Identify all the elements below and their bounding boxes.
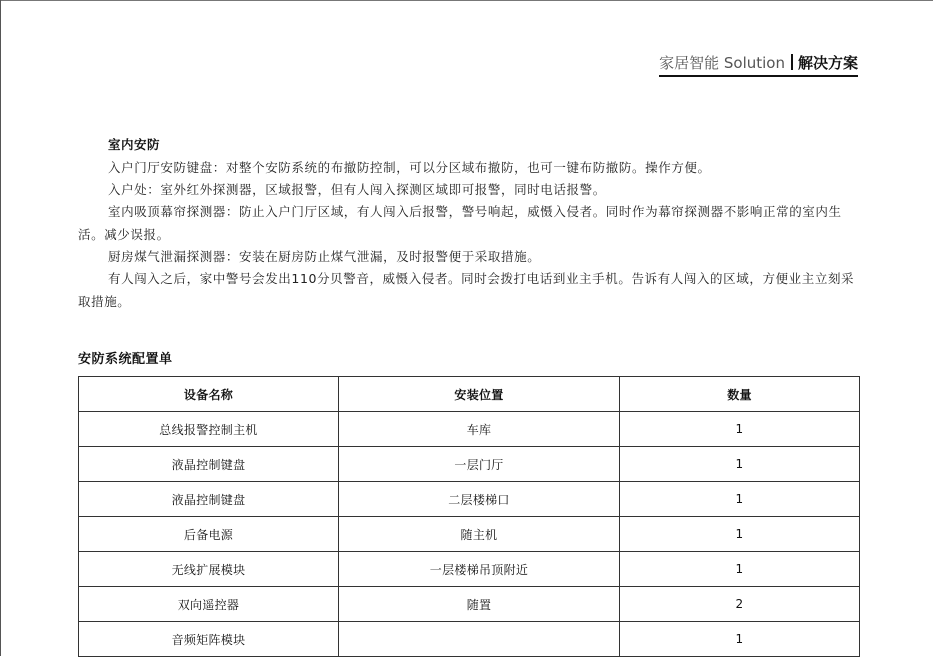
cell-quantity: 1 [620, 447, 860, 482]
table-header-row [79, 377, 860, 412]
cell-location: 一层门厅 [339, 447, 620, 482]
header-brand: 家居智能 [659, 54, 720, 72]
cell-quantity: 1 [620, 622, 860, 657]
page-border-top [0, 0, 933, 1]
column-header-location: 安装位置 [339, 377, 620, 412]
table-row [79, 587, 860, 622]
paragraph-gas-detector: 厨房煤气泄漏探测器：安装在厨房防止煤气泄漏，及时报警便于采取措施。 [108, 249, 541, 264]
cell-device: 液晶控制键盘 [79, 482, 339, 517]
paragraph-intrusion-alarm: 有人闯入之后，家中警号会发出110分贝警音，威慑入侵者。同时会拨打电话到业主手机。告诉有人闯入的区域，方便业主立刻采取措施。 [78, 271, 855, 309]
cell-location: 随主机 [339, 517, 620, 552]
header-separator [791, 54, 793, 70]
cell-quantity: 1 [620, 482, 860, 517]
cell-location: 车库 [339, 412, 620, 447]
page-border-left [0, 0, 1, 656]
column-header-device: 设备名称 [79, 377, 339, 412]
table-row [79, 622, 860, 657]
cell-device: 双向遥控器 [79, 587, 339, 622]
page-header [659, 52, 858, 77]
cell-device: 无线扩展模块 [79, 552, 339, 587]
cell-location: 随置 [339, 587, 620, 622]
cell-device: 总线报警控制主机 [79, 412, 339, 447]
table-row [79, 412, 860, 447]
cell-location: 一层楼梯吊顶附近 [339, 552, 620, 587]
section-title: 室内安防 [108, 137, 161, 152]
table-title: 安防系统配置单 [78, 352, 173, 367]
column-header-quantity: 数量 [620, 377, 860, 412]
paragraph-entry-keypad: 入户门厅安防键盘：对整个安防系统的布撤防控制，可以分区域布撤防，也可一键布防撤防。操作方便。 [108, 160, 711, 175]
table-row [79, 482, 860, 517]
paragraph-entrance-detector: 入户处：室外红外探测器，区域报警，但有人闯入探测区域即可报警，同时电话报警。 [108, 182, 606, 197]
cell-quantity: 1 [620, 517, 860, 552]
table-row [79, 517, 860, 552]
cell-device: 后备电源 [79, 517, 339, 552]
header-solution-cn: 解决方案 [797, 54, 858, 72]
table-row [79, 447, 860, 482]
table-row [79, 552, 860, 587]
cell-device: 液晶控制键盘 [79, 447, 339, 482]
cell-location: 二层楼梯口 [339, 482, 620, 517]
cell-quantity: 1 [620, 412, 860, 447]
cell-quantity: 2 [620, 587, 860, 622]
cell-location [339, 622, 620, 657]
cell-device: 音频矩阵模块 [79, 622, 339, 657]
paragraph-curtain-detector: 室内吸顶幕帘探测器：防止入户门厅区域，有人闯入后报警，警号响起，威慑入侵者。同时作为幕帘探测器不影响正常的室内生活。减少误报。 [78, 204, 842, 242]
config-table [78, 376, 860, 657]
header-solution-en: Solution [723, 54, 785, 72]
cell-quantity: 1 [620, 552, 860, 587]
